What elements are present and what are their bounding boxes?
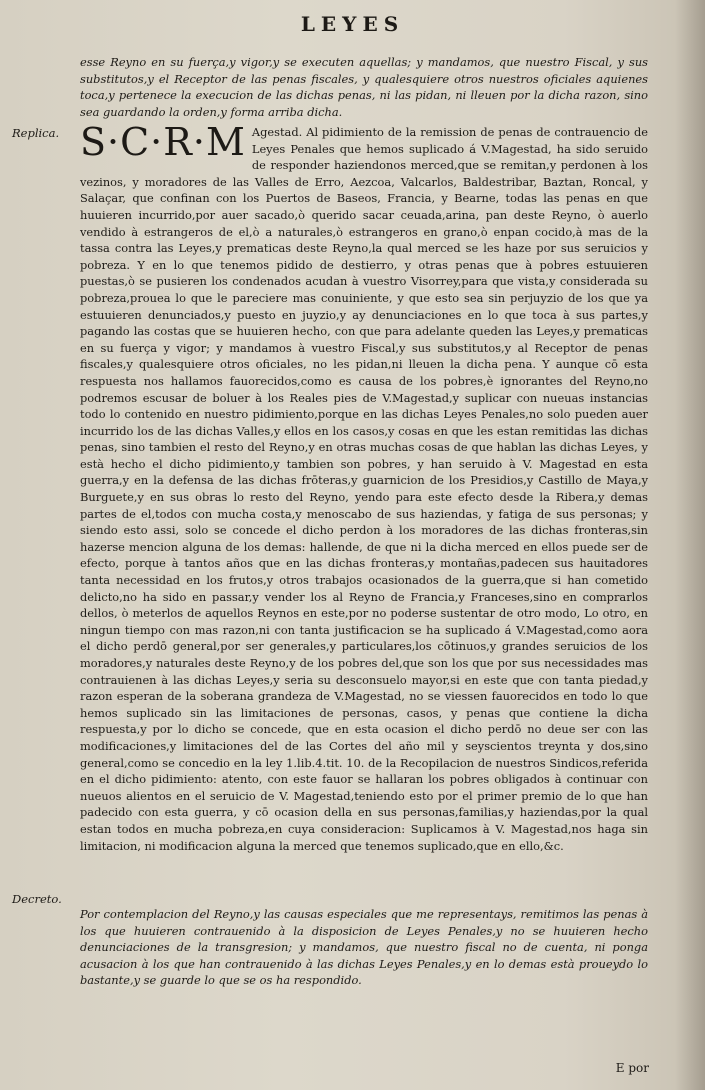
decreto-label: Decreto. [12, 892, 62, 906]
page-edge-shadow [675, 0, 705, 1090]
intro-paragraph: esse Reyno en su fuerça,y vigor,y se executen aquellas; y mandamos, que nuestro Fiscal, y sus substitutos,y el Receptor de las penas fiscales, y qualesquiere otros nuestros oficiales aquienes toca,y pertenece la execucion de las dichas penas, ni las pidan, ni lleuen por la dicha razon, sino sea guardando la orden,y forma arriba dicha. [80, 55, 648, 119]
replica-text: Agestad. Al pidimiento de la remission de penas de contrauencio de Leyes Penales que hemos suplicado á V.Magestad, ha sido seruido de responder haziendonos merced,que se remitan,y perdonen à los vezinos, y moradores de las Valles de Erro, Aezcoa, Valcarlos, Baldestribar, Baztan, Roncal, y Salaçar, que confinan con los Puertos de Baseos, Francia, y Bearne, todas las penas en que huuieren incurrido,por auer sacado,ò querido sacar ceuada,arina, pan deste Reyno, ò auerlo vendido à estrangeros de el,ò a naturales,ò estrangeros en grano,ò enpan cocido,à mas de la tassa contra las Leyes,y prematicas deste Reyno,la qual merced se les haze por sus seruicios y pobreza. Y en lo que tenemos pidido de destierro, y otras penas que à pobres estuuieren puestas,ò se pusieren los condenados acudan à vuestro Visorrey,para que vista,y considerada su pobreza,prouea lo que le pareciere mas conuiniente, y que esto sea sin perjuyzio de los que ya estuuieren denunciados,y puesto en juyzio,y ay denunciaciones en lo que toca à sus partes,y pagando las costas que se huuieren hecho, con que para adelante queden las Leyes,y prematicas en su fuerça y vigor; y mandamos à vuestro Fiscal,y sus substitutos,y al Receptor de penas fiscales,y qualesquiere otros oficiales, no les pidan,ni lleuen la dicha pena. Y aunque cō esta respuesta nos hallamos fauorecidos,como es causa de los pobres,è ignorantes del Reyno,no podremos escusar de boluer à los Reales pies de V.Magestad,y suplicar con nueuas instancias todo lo contenido en nuestro pidimiento,porque en las dichas Leyes Penales,no solo pueden auer incurrido los de las dichas Valles,y ellos en los casos,y cosas en que les estan remitidas las dichas penas, sino tambien el resto del Reyno,y en otras muchas cosas de que hablan las dichas Leyes, y està hecho el dicho pidimiento,y tambien son pobres, y han seruido à V. Magestad en esta guerra,y en la defensa de las dichas frōteras,y guarnicion de los Presidios,y Castillo de Maya,y Burguete,y en sus obras lo resto del Reyno, yendo para este efecto desde la Ribera,y demas partes de el,todos con mucha costa,y menoscabo de sus haziendas, y fatiga de sus personas; y siendo esto assi, solo se concede el dicho perdon à los moradores de las dichas fronteras,sin hazerse mencion alguna de los demas: hallende, de que ni la dicha merced en ellos puede ser de efecto, porque à tantos años que en las dichas fronteras,y montañas,padecen sus hauitadores tanta necessidad en los frutos,y otros trabajos ocasionados de la guerra,que si han cometido delicto,no ha sido en passar,y vender los al Reyno de Francia,y Franceses,sino en comprarlos dellos, ò meterlos de aquellos Reynos en este,por no poderse sustentar de otro modo, Lo otro, en ningun tiempo con mas razon,ni con tanta justificacion se ha suplicado á V.Magestad,como aora el dicho perdō general,por ser generales,y particulares,los cōtinuos,y grandes seruicios de los moradores,y naturales deste Reyno,y de los pobres del,que son los que por sus necessidades mas contrauienen à las dichas Leyes,y seria su desconsuelo mayor,si en este que con tanta piedad,y razon esperan de la soberana grandeza de V.Magestad, no se viessen fauorecidos en todo lo que hemos suplicado sin las limitaciones de personas, casos, y penas que contiene la dicha respuesta,y por lo dicho se concede, que en esta ocasion el dicho perdō no deue ser con las modificaciones,y limitaciones del de las Cortes del año mil y seyscientos treynta y dos,sino general,como se concedio en la ley 1.lib.4.tit. 10. de la Recopilacion de nuestros Sindicos,referida en el dicho pidimiento: atento, con este fauor se hallaran los pobres obligados à continuar con nueuos alientos en el seruicio de V. Magestad,teniendo esto por el primer premio de lo que han padecido con esta guerra, y cō ocasion della en sus personas,familias,y haziendas,por la qual estan todos en mucha pobreza,en cuya consideracion: Suplicamos à V. Magestad,nos haga sin limitacion, ni modificacion alguna la merced que tenemos suplicado,que en ello,&c. [80, 125, 648, 853]
replica-label: Replica. [12, 126, 60, 140]
decreto-paragraph: Por contemplacion del Reyno,y las causas especiales que me representays, remitimos las penas à los que huuieren contrauenido à la disposicion de Leyes Penales,y no se huuieren hecho denunciaciones de la transgresion; y mandamos, que nuestro fiscal no de cuenta, ni ponga acusacion à los que han contrauenido à las dichas Leyes Penales,y en lo demas està proueydo lo bastante,y se guarde lo que se os ha respondido. [80, 907, 648, 988]
page-title: LEYES [300, 12, 405, 36]
drop-initial: S·C·R·M [80, 120, 246, 164]
replica-paragraph [80, 120, 648, 854]
catchword: E por [615, 1061, 649, 1075]
